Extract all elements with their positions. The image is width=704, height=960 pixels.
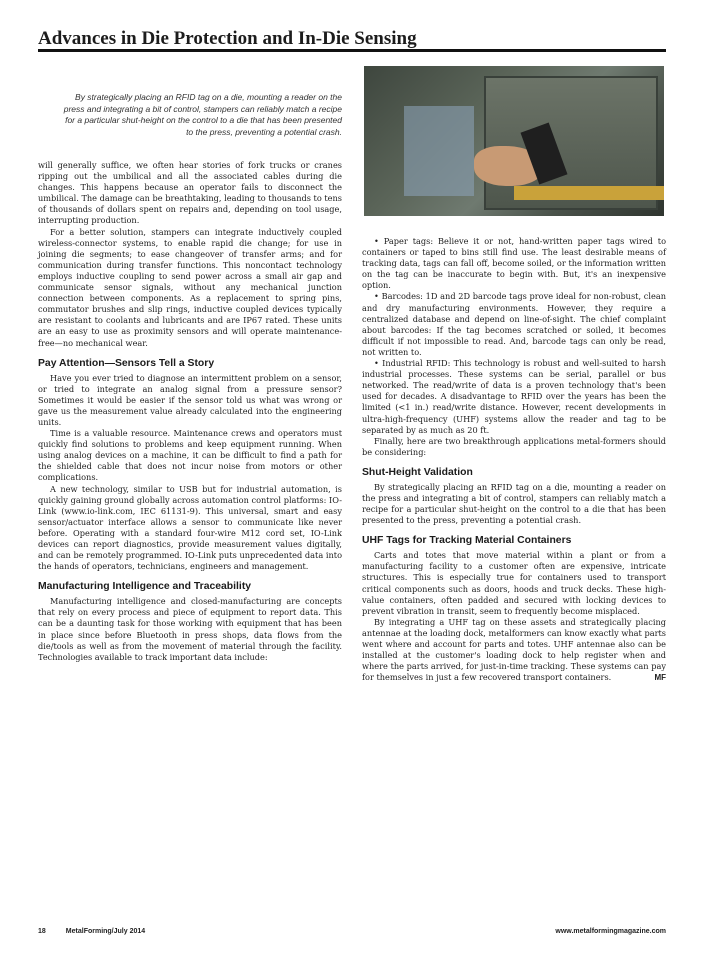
body-paragraph	[362, 617, 666, 684]
end-mark: MF	[654, 673, 666, 683]
body-paragraph: A new technology, similar to USB but for industrial automation, is quickly gaining ground globally across automation control platforms: IO-Link (www.io-link.com, IEC 61131-9). This universal, smart and easy sensor/actuator interface allows a sensor to communicate like never before. Operating with a standard four-wire M12 cord set, IO-Link devices can report diagnostics, provide measurement values digitally, and can be remotely programmed. IO-Link puts unprecedented data into the hands of operators, technicians, engineers and management.	[38, 483, 342, 572]
page-number: 18	[38, 928, 46, 935]
paragraph-text: By integrating a UHF tag on these assets and strategically placing antennae at the loading dock, metalformers can know exactly what parts went where and account for parts and totes. UHF antennae also can be installed at the customer's loading dock to help register when and where the parts arrived, for just-in-time tracking. These systems can pay for themselves in just a few recovered transport containers.	[362, 616, 666, 683]
section-heading: UHF Tags for Tracking Material Containers	[362, 535, 572, 547]
footer-url[interactable]: www.metalformingmagazine.com	[555, 928, 666, 935]
photo-yellow-bar	[514, 186, 664, 200]
bullet-paragraph: • Industrial RFID: This technology is robust and well-suited to harsh industrial processes. These systems can be serial, parallel or bus networked. The read/write of data is a proven technology that's been used for decades. A disadvantage to RFID over the years has been the limited (<1 in.) read/write distance. However, recent developments in ultra-high-frequency (UHF) systems allow the reader and tag to be separated by as much as 20 ft.	[362, 358, 666, 435]
title-rule	[38, 49, 666, 52]
body-paragraph: will generally suffice, we often hear stories of fork trucks or cranes ripping out the umbilical and all the associated cables during die changes. This happens because an operator fails to disconnect the umbilical. The damage can be breathtaking, leading to thousands to tens of thousands of dollars spent on repairs and, depending on tool usage, interrupting production.	[38, 160, 342, 226]
body-paragraph: Have you ever tried to diagnose an intermittent problem on a sensor, or tried to integrate an analog signal from a pressure sensor? Sometimes it would be easier if the sensor told us what was wrong or gave us the measurement value already calculated into the engineering units.	[38, 372, 342, 427]
body-paragraph: For a better solution, stampers can integrate inductively coupled wireless-connector systems, to enable rapid die change; for use in joining die segments; to ease changeover of transfer arms; and for communication during transfer functions. This noncontact technology employs inductive coupling to send power across a small air gap and communicate sensor signals, without any mechanical junction connection between components. As a replacement to spring pins, commutator brushes and slip rings, inductive coupled devices typically are resistant to coolants and lubricants and are IP67 rated. These units are an easy to use as proximity sensors and will operate maintenance-free—no mechanical wear.	[38, 226, 342, 348]
footer-left	[38, 928, 145, 935]
body-paragraph: Finally, here are two breakthrough applications metal-formers should be considering:	[362, 435, 666, 457]
photo-caption: By strategically placing an RFID tag on a die, mounting a reader on the press and integrating a bit of control, stampers can reliably match a recipe for a particular shut-height on the control to a die that has been presented to the press, preventing a potential crash.	[63, 92, 342, 137]
section-heading: Manufacturing Intelligence and Traceability	[38, 581, 252, 593]
bullet-paragraph: • Paper tags: Believe it or not, hand-written paper tags wired to containers or taped to bins still find use. The least desirable means of tracking data, tags can fall off, become soiled, or the information written on the tag can be inaccurate to begin with. But, it's an inexpensive option.	[362, 236, 666, 291]
issue-label: MetalForming/July 2014	[65, 928, 146, 935]
section-heading: Pay Attention—Sensors Tell a Story	[38, 357, 215, 369]
bullet-paragraph: • Barcodes: 1D and 2D barcode tags prove ideal for non-robust, clean and dry manufacturing environments. However, they require a centralized database and depend on line-of-sight. The chief complaint about barcodes: If the tag becomes scratched or soiled, it becomes difficult if not impossible to read. And, barcode tags can only be read, not written to.	[362, 291, 666, 357]
photo-panel	[404, 106, 474, 196]
page-title: Advances in Die Protection and In-Die Sensing	[38, 28, 417, 49]
section-heading: Shut-Height Validation	[362, 466, 473, 478]
body-paragraph: Manufacturing intelligence and closed-manufacturing are concepts that rely on every process and piece of equipment to report data. This can be a daunting task for those working with equipment that has been in place since before Bluetooth in press shops, data flows from the die/tools as well as from the movement of material through the facility. Technologies available to track important data include:	[38, 596, 342, 662]
left-column	[38, 160, 342, 663]
body-paragraph: By strategically placing an RFID tag on a die, mounting a reader on the press and integrating a bit of control, stampers can reliably match a recipe for a particular shut-height on the control to a die that has been presented to the press, preventing a potential crash.	[362, 481, 666, 526]
press-photo	[364, 66, 664, 216]
body-paragraph: Carts and totes that move material within a plant or from a manufacturing facility to a customer often are expensive, intricate structures. This is especially true for containers used to transport critical components such as doors, hoods and truck decks. These high-value containers, often padded and secured with locking devices to prevent vibration in transit, seem to frequently become misplaced.	[362, 550, 666, 616]
right-column	[362, 236, 666, 683]
body-paragraph: Time is a valuable resource. Maintenance crews and operators must quickly find solutions to problems and keep equipment running. When using analog devices on a machine, it can be difficult to find a path for the shielded cable that does not incur noise from motors or other complications.	[38, 428, 342, 483]
